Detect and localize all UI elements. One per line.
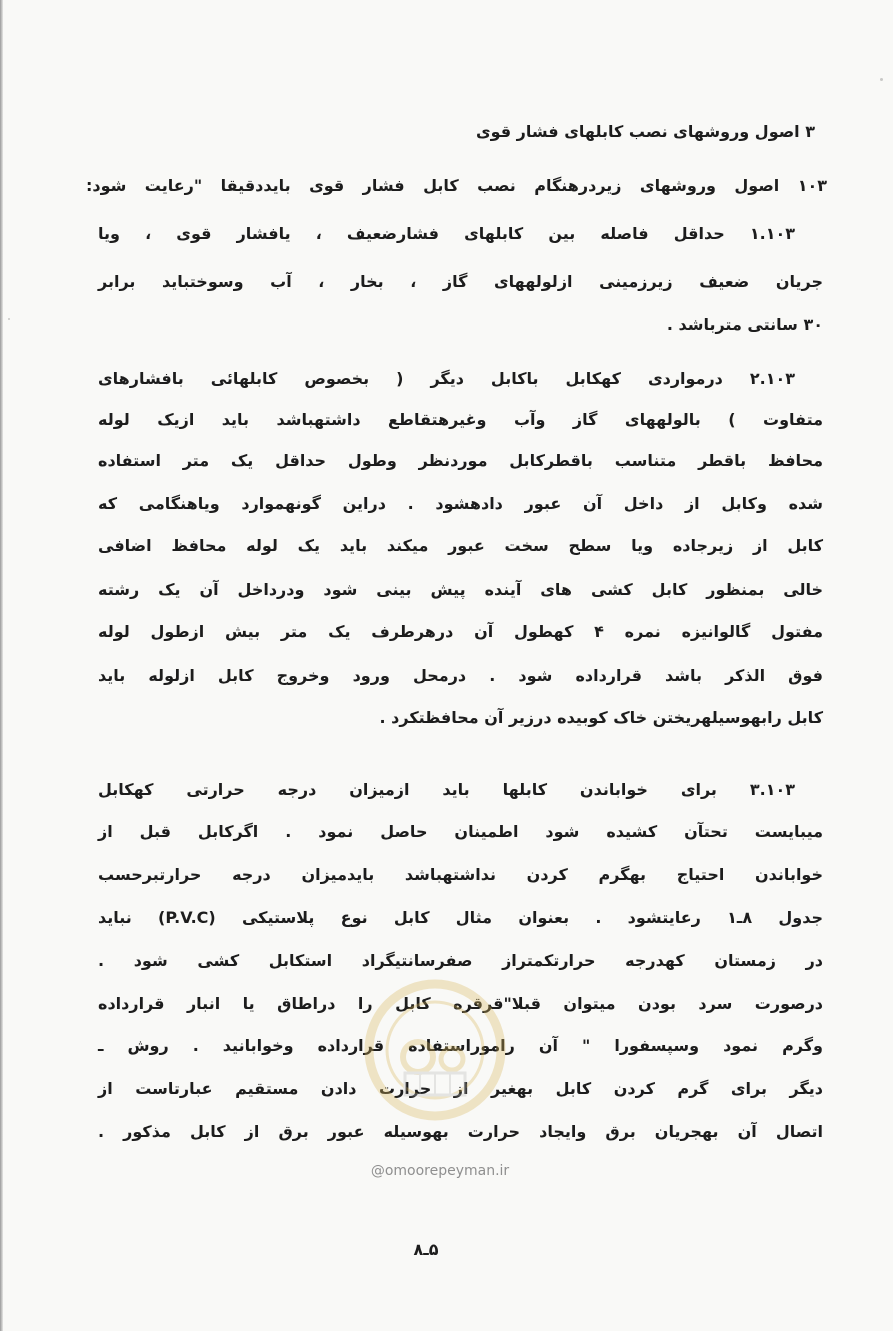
paragraph-1-line: ۱.۱۰۳ حداقل فاصله بین کابلهای فشارضعیف ، یافشار قوی ، ویا	[98, 224, 795, 243]
section-heading: ۳ اصول وروشهای نصب کابلهای فشار قوی	[475, 122, 815, 141]
paragraph-3-line: خواباندن احتیاج بهگرم کردن نداشتهباشد بایدمیزان درجه حرارتبرحسب	[98, 865, 823, 884]
paragraph-2-line: ۲.۱۰۳ درمواردی کهکابل باکابل دیگر ( بخصوص کابلهائی بافشارهای	[98, 369, 795, 388]
paragraph-3-line: وگرم نمود وسپسفورا " آن راموراستفاده قرارداده وخوابانید . روش ـ	[98, 1036, 823, 1055]
watermark-text: @omoorepeyman.ir	[370, 1163, 510, 1179]
paragraph-2-line: مفتول گالوانیزه نمره ۴ کهطول آن درهرطرف یک متر بیش ازطول لوله	[98, 622, 823, 641]
paragraph-2-line: کابل از زیرجاده ویا سطح سخت عبور میکند باید یک لوله محافظ اضافی	[98, 536, 823, 555]
paragraph-1-line: ۳۰ سانتی مترباشد .	[666, 315, 823, 334]
scan-dot	[880, 78, 883, 81]
page-number: ۵ـ۸	[413, 1240, 439, 1259]
paragraph-1-line: جریان ضعیف زیرزمینی ازلولههای گاز ، بخار ، آب وسوختباید برابر	[98, 272, 823, 291]
paragraph-3-line: میبایست تحتآن کشیده شود اطمینان حاصل نمود . اگرکابل قبل از	[98, 822, 823, 841]
paragraph-2-line: محافظ باقطر متناسب باقطرکابل موردنظر وطول حداقل یک متر استفاده	[98, 451, 823, 470]
paragraph-2-line: خالی بمنظور کابل کشی های آینده پیش بینی شود ودرداخل آن یک رشته	[98, 580, 823, 599]
paragraph-3-line: جدول ۸ـ۱ رعایتشود . بعنوان مثال کابل نوع پلاستیکی (P.V.C) نباید	[98, 908, 823, 927]
paragraph-3-line: درصورت سرد بودن میتوان قبلا"قرقره کابل را دراطاق یا انبار قرارداده	[98, 994, 823, 1013]
intro-line: ۱۰۳ اصول وروشهای زیردرهنگام نصب کابل فشار قوی بایددقیقا "رعایت شود:	[86, 176, 827, 195]
paragraph-3-line: در زمستان کهدرجه حرارتکمتراز صفرسانتیگراد استکابل کشی شود .	[98, 951, 823, 970]
scan-dot	[8, 318, 10, 320]
paragraph-2-line: فوق الذکر باشد قرارداده شود . درمحل ورود وخروج کابل ازلوله باید	[98, 666, 823, 685]
paragraph-2-line: کابل رابهوسیلهریختن خاک کوبیده درزیر آن محافظتکرد .	[379, 708, 823, 727]
paragraph-3-line: اتصال آن بهجریان برق وایجاد حرارت بهوسیله عبور برق از کابل مذکور .	[98, 1122, 823, 1141]
paragraph-3-line: دیگر برای گرم کردن کابل بهغیر از حرارت دادن مستقیم عبارتاست از	[98, 1079, 823, 1098]
page-left-edge	[0, 0, 3, 1331]
paragraph-3-line: ۳.۱۰۳ برای خواباندن کابلها باید ازمیزان درجه حرارتی کهکابل	[98, 780, 795, 799]
paragraph-2-line: متفاوت ) بالولههای گاز وآب وغیرهتقاطع داشتهباشد باید ازیک لوله	[98, 410, 823, 429]
paragraph-2-line: شده وکابل از داخل آن عبور دادهشود . دراین گونهموارد ویاهنگامی که	[98, 494, 823, 513]
